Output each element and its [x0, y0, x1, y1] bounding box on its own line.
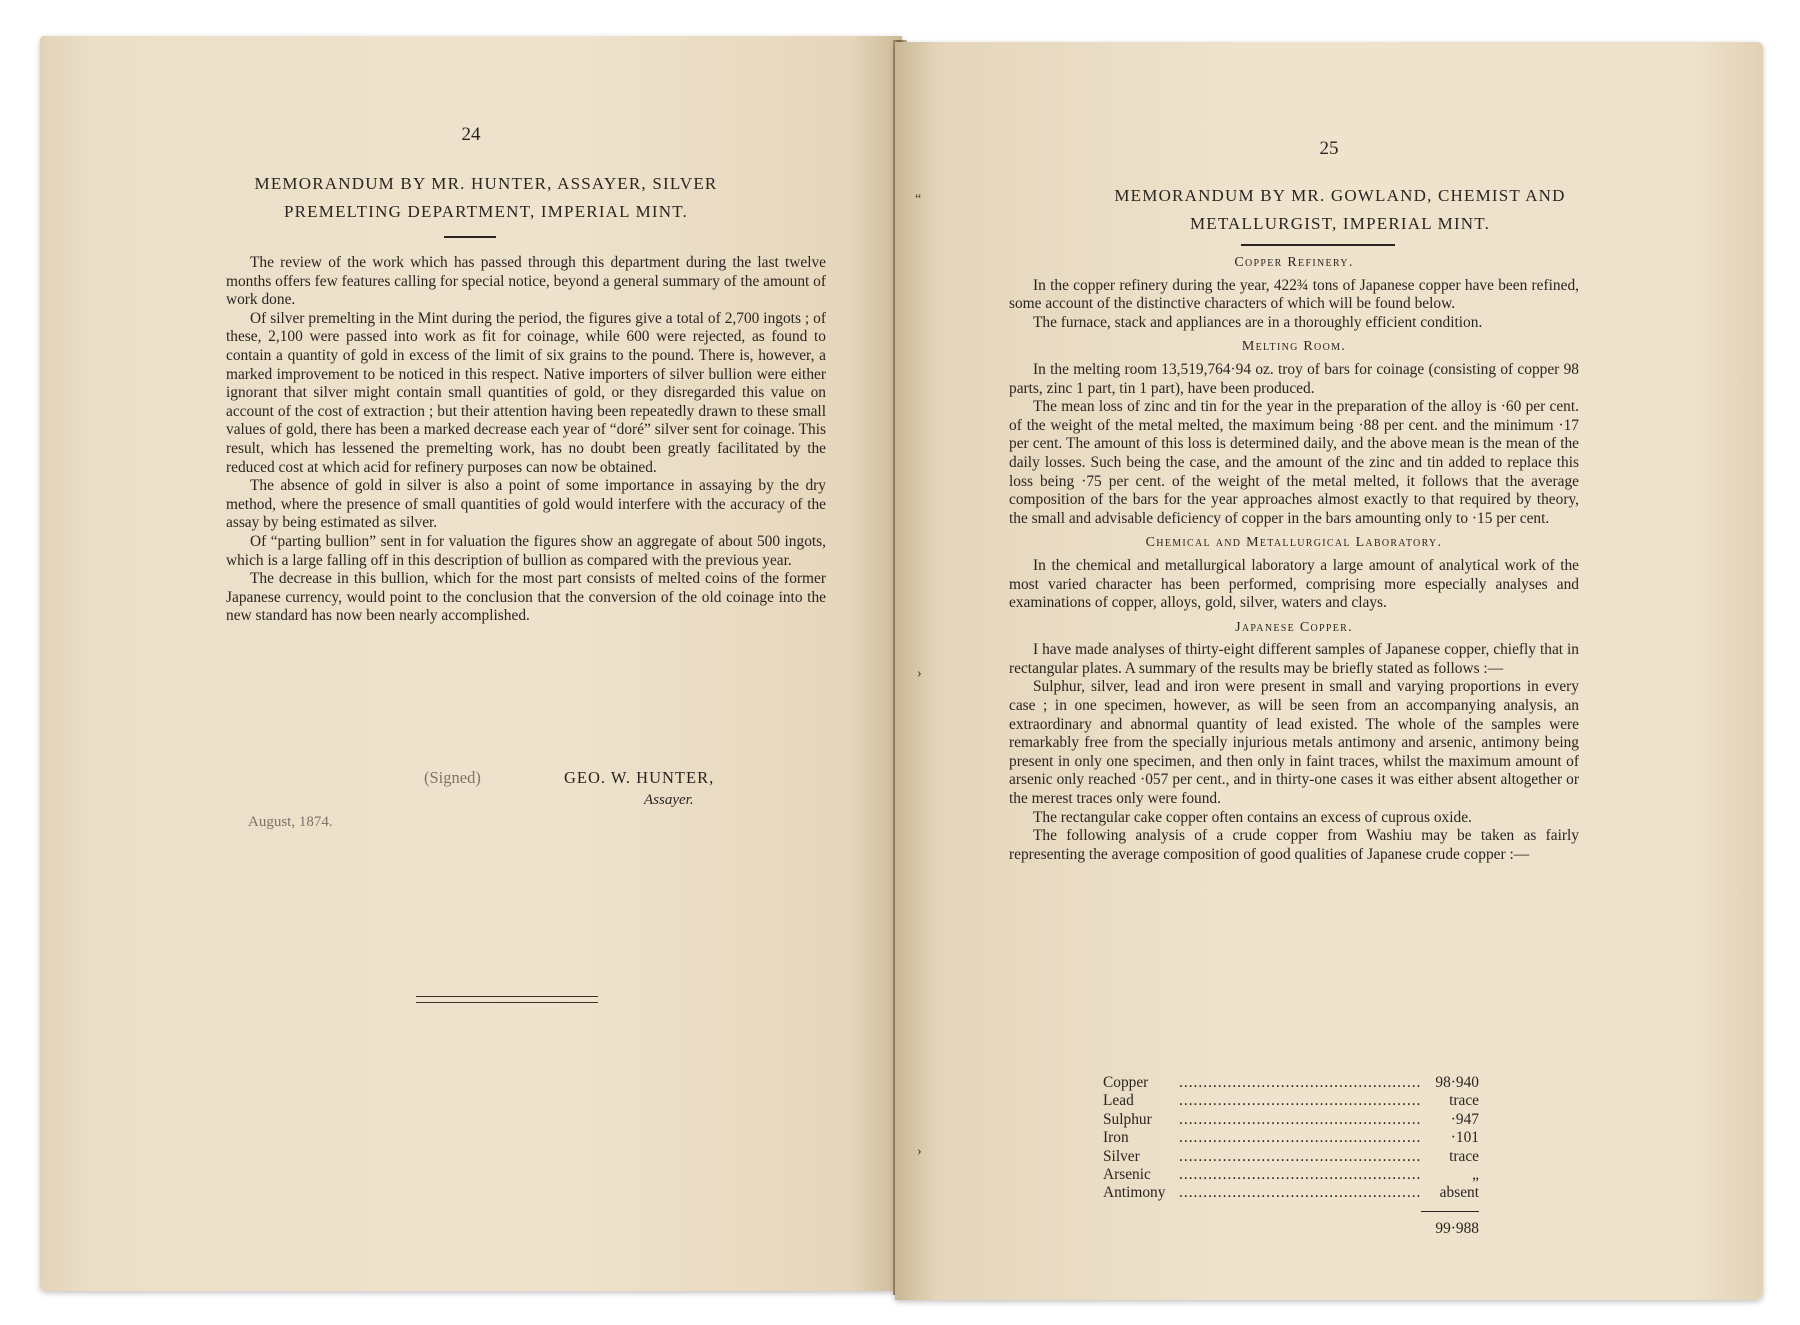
- paragraph: The decrease in this bullion, which for the most part consists of melted coins of the former Japanese currency, would point to the conclusion that the conversion of the old coinage into the new standard has now been nearly accomplished.: [226, 570, 826, 625]
- memorandum-body: [1009, 248, 1579, 864]
- signed-label: (Signed): [424, 768, 481, 787]
- analysis-element: Copper: [1103, 1074, 1149, 1091]
- analysis-element: Antimony: [1103, 1184, 1166, 1202]
- paragraph: The following analysis of a crude copper from Washiu may be taken as fairly representing the average composition of good qualities of Japanese crude copper :—: [1009, 827, 1579, 863]
- page-title: [140, 170, 832, 226]
- title-rule: [1241, 244, 1395, 246]
- paragraph: In the melting room 13,519,764·94 oz. troy of bars for coinage (consisting of copper 98 parts, zinc 1 part, tin 1 part), have been produced.: [1009, 360, 1579, 397]
- section-heading-copper-refinery: Copper Refinery.: [1234, 255, 1354, 270]
- paragraph: The absence of gold in silver is also a point of some importance in assaying by the dry method, where the presence of small quantities of gold would interfere with the accuracy of the assay by being estimated as silver.: [226, 477, 826, 532]
- section-heading-japanese-copper: Japanese Copper.: [1235, 619, 1353, 635]
- leader-dots: ..................................................: [1179, 1184, 1422, 1202]
- signatory-role: Assayer.: [644, 792, 694, 808]
- analysis-value: trace: [1449, 1147, 1479, 1165]
- analysis-element: Sulphur: [1103, 1110, 1152, 1128]
- title-line: PREMELTING DEPARTMENT, IMPERIAL MINT.: [283, 202, 688, 221]
- paragraph: The rectangular cake copper often contains an excess of cuprous oxide.: [1033, 808, 1472, 826]
- table-row: [1103, 1111, 1479, 1129]
- signatory-name: GEO. W. HUNTER,: [564, 768, 715, 787]
- leader-dots: ..................................................: [1179, 1092, 1422, 1110]
- paragraph: Sulphur, silver, lead and iron were present in small and varying proportions in every case ; in one specimen, however, as will be seen from an accompanying analysis, an extraordinary and abnormal quantity of lead existed. The whole of the samples were remarkably free from the specially injurious metals antimony and arsenic, antimony being present in only one specimen, and then only in faint traces, whilst the maximum amount of arsenic only reached ·057 per cent., and in thirty-one cases it was either absent altogether or the merest traces only were found.: [1009, 678, 1579, 808]
- analysis-element: Lead: [1103, 1092, 1134, 1110]
- paragraph: In the copper refinery during the year, 422¾ tons of Japanese copper have been refined, some account of the distinctive characters of which will be found below.: [1009, 276, 1579, 313]
- memorandum-body: [226, 254, 826, 626]
- leader-dots: ..................................................: [1179, 1147, 1422, 1165]
- section-heading-laboratory: Chemical and Metallurgical Laboratory.: [1145, 535, 1443, 551]
- title-line: METALLURGIST, IMPERIAL MINT.: [1189, 214, 1491, 233]
- table-row: [1103, 1129, 1479, 1147]
- analysis-total: 99·988: [1435, 1219, 1479, 1237]
- table-row: [1103, 1092, 1479, 1110]
- analysis-value: trace: [1449, 1092, 1479, 1110]
- analysis-value: ·101: [1450, 1129, 1479, 1147]
- paragraph: Of “parting bullion” sent in for valuation the figures show an aggregate of about 500 ingots, which is a large falling off in this description of bullion as compared with the previous year.: [226, 532, 826, 569]
- table-row: [1103, 1074, 1479, 1092]
- paragraph: In the chemical and metallurgical laboratory a large amount of analytical work of the most varied character has been performed, comprising more especially analyses and examinations of copper, alloys, gold, silver, waters and clays.: [1009, 556, 1579, 612]
- analysis-element: Iron: [1103, 1129, 1129, 1147]
- leader-dots: ..................................................: [1179, 1110, 1422, 1128]
- table-row: [1103, 1148, 1479, 1166]
- total-rule: [1421, 1211, 1479, 1212]
- margin-mark: ›: [917, 1144, 922, 1159]
- copper-analysis-table: [1103, 1074, 1479, 1238]
- paragraph: The review of the work which has passed through this department during the last twelve months offers few features calling for special notice, beyond a general summary of the amount of work done.: [226, 254, 826, 309]
- paragraph: Of silver premelting in the Mint during the period, the figures give a total of 2,700 ingots ; of these, 2,100 were passed into work as fit for coinage, while 600 were rejected, as found to contain a quantity of gold in excess of the limit of six grains to the pound. There is, however, a marked improvement to be noticed in this respect. Native importers of silver bullion were either ignorant that silver might contain small quantities of gold, or they disregarded this value on account of the cost of extraction ; but their attention having been repeatedly drawn to these small values of gold, there has been a marked decrease each year of “doré” silver sent for coinage. This result, which has lessened the premelting work, has no doubt been greatly facilitated by the reduced cost at which acid for refinery purposes can now be obtained.: [226, 309, 826, 476]
- paragraph: I have made analyses of thirty-eight different samples of Japanese copper, chiefly that in rectangular plates. A summary of the results may be briefly stated as follows :—: [1009, 641, 1579, 677]
- paragraph: The furnace, stack and appliances are in a thoroughly efficient condition.: [1033, 313, 1483, 331]
- right-page: [895, 42, 1763, 1300]
- section-heading-melting-room: Melting Room.: [1241, 339, 1347, 355]
- page-number: 24: [461, 124, 481, 145]
- analysis-value: „: [1472, 1166, 1479, 1184]
- left-page: [40, 36, 902, 1291]
- title-line: MEMORANDUM BY MR. HUNTER, ASSAYER, SILVER: [254, 174, 718, 193]
- title-rule: [444, 236, 496, 238]
- title-line: MEMORANDUM BY MR. GOWLAND, CHEMIST AND: [1114, 186, 1566, 205]
- analysis-element: Arsenic: [1103, 1166, 1151, 1184]
- paragraph: The mean loss of zinc and tin for the year in the preparation of the alloy is ·60 per cent. of the weight of the metal melted, the maximum being ·88 per cent. and the minimum ·17 per cent. The amount of this loss is determined daily, and the above mean is the mean of the daily losses. Such being the case, and the amount of the zinc and tin added to replace this loss being ·75 per cent. of the weight of the metal melted, it follows that the average composition of the bars for the year approaches almost exactly to that required by theory, the small and advisable deficiency of copper in the bars amounting only to ·15 per cent.: [1009, 398, 1579, 527]
- analysis-element: Silver: [1103, 1147, 1140, 1165]
- leader-dots: ..................................................: [1179, 1129, 1422, 1147]
- end-rule: [416, 996, 598, 1003]
- page-number: 25: [1319, 138, 1339, 159]
- table-row: [1103, 1184, 1479, 1202]
- memorandum-date: August, 1874.: [248, 814, 333, 830]
- table-row: [1103, 1166, 1479, 1184]
- analysis-value: 98·940: [1435, 1074, 1479, 1091]
- leader-dots: ..................................................: [1179, 1166, 1422, 1184]
- margin-mark: ›: [917, 666, 922, 681]
- margin-mark: “: [915, 192, 922, 207]
- analysis-value: absent: [1439, 1184, 1479, 1202]
- page-title: [990, 182, 1690, 238]
- analysis-value: ·947: [1450, 1110, 1479, 1128]
- leader-dots: ..................................................: [1179, 1074, 1422, 1091]
